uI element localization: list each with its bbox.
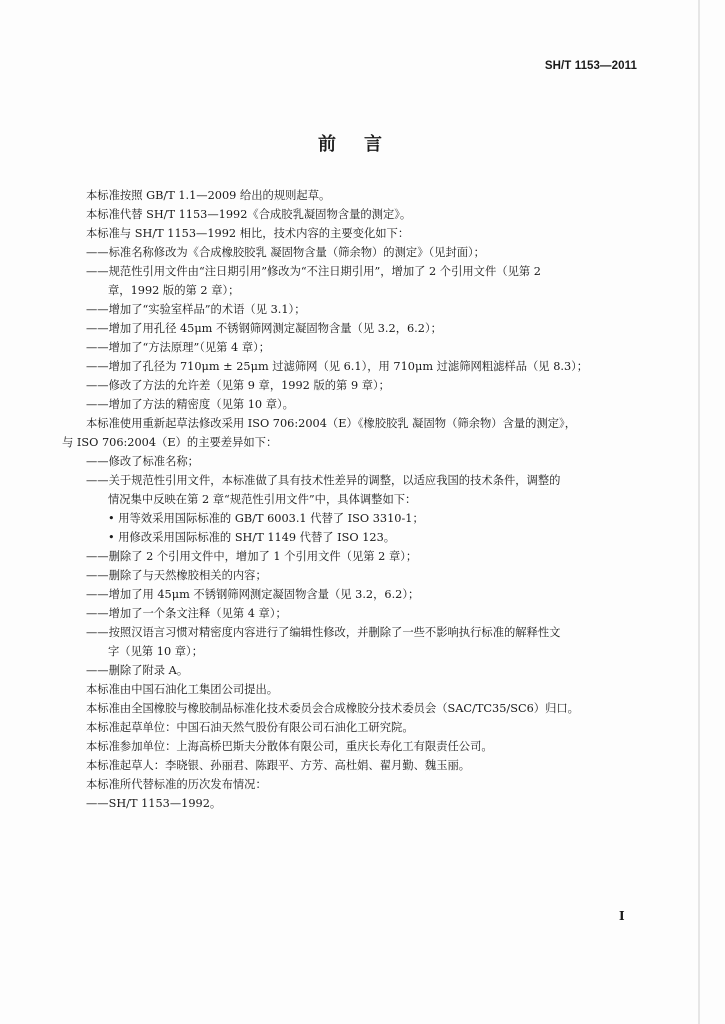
text-line: 本标准由全国橡胶与橡胶制品标准化技术委员会合成橡胶分技术委员会（SAC/TC35/SC6）归口。 [86,702,579,715]
text-line: ——删除了 2 个引用文件中，增加了 1 个引用文件（见第 2 章）； [86,550,418,563]
text-line: ——删除了与天然橡胶相关的内容； [86,569,267,582]
text-line: 字（见第 10 章）； [108,645,203,658]
page-title [0,130,700,156]
text-line: ——修改了标准名称； [86,455,199,468]
text-line: 本标准所代替标准的历次发布情况： [86,778,267,791]
text-line: 本标准代替 SH/T 1153—1992《合成胶乳凝固物含量的测定》。 [86,208,412,221]
text-line: 本标准起草单位：中国石油天然气股份有限公司石油化工研究院。 [86,721,414,734]
text-line: ——增加了用 45μm 不锈钢筛网测定凝固物含量（见 3.2，6.2）； [86,588,420,601]
text-line: 本标准与 SH/T 1153—1992 相比，技术内容的主要变化如下： [86,227,410,240]
text-line: 本标准起草人：李晓银、孙丽君、陈跟平、方芳、高杜娟、翟月勤、魏玉丽。 [86,759,471,772]
text-line: ——标准名称修改为《合成橡胶胶乳 凝固物含量（筛余物）的测定》（见封面）； [86,246,485,259]
text-line: ——删除了附录 A。 [86,664,189,677]
text-line: ——增加了“方法原理”（见第 4 章）； [86,341,271,354]
text-line: ——增加了方法的精密度（见第 10 章）。 [86,398,294,411]
title-char-1: 前 [318,134,336,155]
text-line: ——按照汉语言习惯对精密度内容进行了编辑性修改，并删除了一些不影响执行标准的解释性文 [86,626,561,639]
text-line: 章，1992 版的第 2 章）； [108,284,240,297]
page-number: I [619,909,625,923]
text-line: 本标准按照 GB/T 1.1—2009 给出的规则起草。 [86,189,331,202]
text-line: ——SH/T 1153—1992。 [86,797,222,810]
text-line: ——规范性引用文件由“注日期引用”修改为“不注日期引用”，增加了 2 个引用文件（见第 2 [86,265,541,278]
text-line: 本标准使用重新起草法修改采用 ISO 706:2004（E）《橡胶胶乳 凝固物（筛余物）含量的测定》， [86,417,576,430]
text-line: ——关于规范性引用文件，本标准做了具有技术性差异的调整，以适应我国的技术条件，调整的 [86,474,561,487]
title-char-2: 言 [364,134,382,155]
text-line: ——增加了孔径为 710μm ± 25μm 过滤筛网（见 6.1），用 710μm 过滤筛网粗滤样品（见 8.3）； [86,360,589,373]
text-line: 情况集中反映在第 2 章“规范性引用文件”中，具体调整如下： [108,493,417,506]
text-line: • 用修改采用国际标准的 SH/T 1149 代替了 ISO 123。 [108,531,396,544]
text-line: ——增加了用孔径 45μm 不锈钢筛网测定凝固物含量（见 3.2，6.2）； [86,322,442,335]
text-line: ——增加了一个条文注释（见第 4 章）； [86,607,287,620]
text-line: ——增加了“实验室样品”的术语（见 3.1）； [86,303,306,316]
text-line: ——修改了方法的允许差（见第 9 章，1992 版的第 9 章）； [86,379,390,392]
text-line: • 用等效采用国际标准的 GB/T 6003.1 代替了 ISO 3310-1； [108,512,424,525]
text-line: 本标准由中国石油化工集团公司提出。 [86,683,279,696]
text-line: 本标准参加单位：上海高桥巴斯夫分散体有限公司，重庆长寿化工有限责任公司。 [86,740,493,753]
standard-code: SH/T 1153—2011 [544,60,637,72]
text-line: 与 ISO 706:2004（E）的主要差异如下： [62,436,278,449]
foreword-body [62,186,647,813]
